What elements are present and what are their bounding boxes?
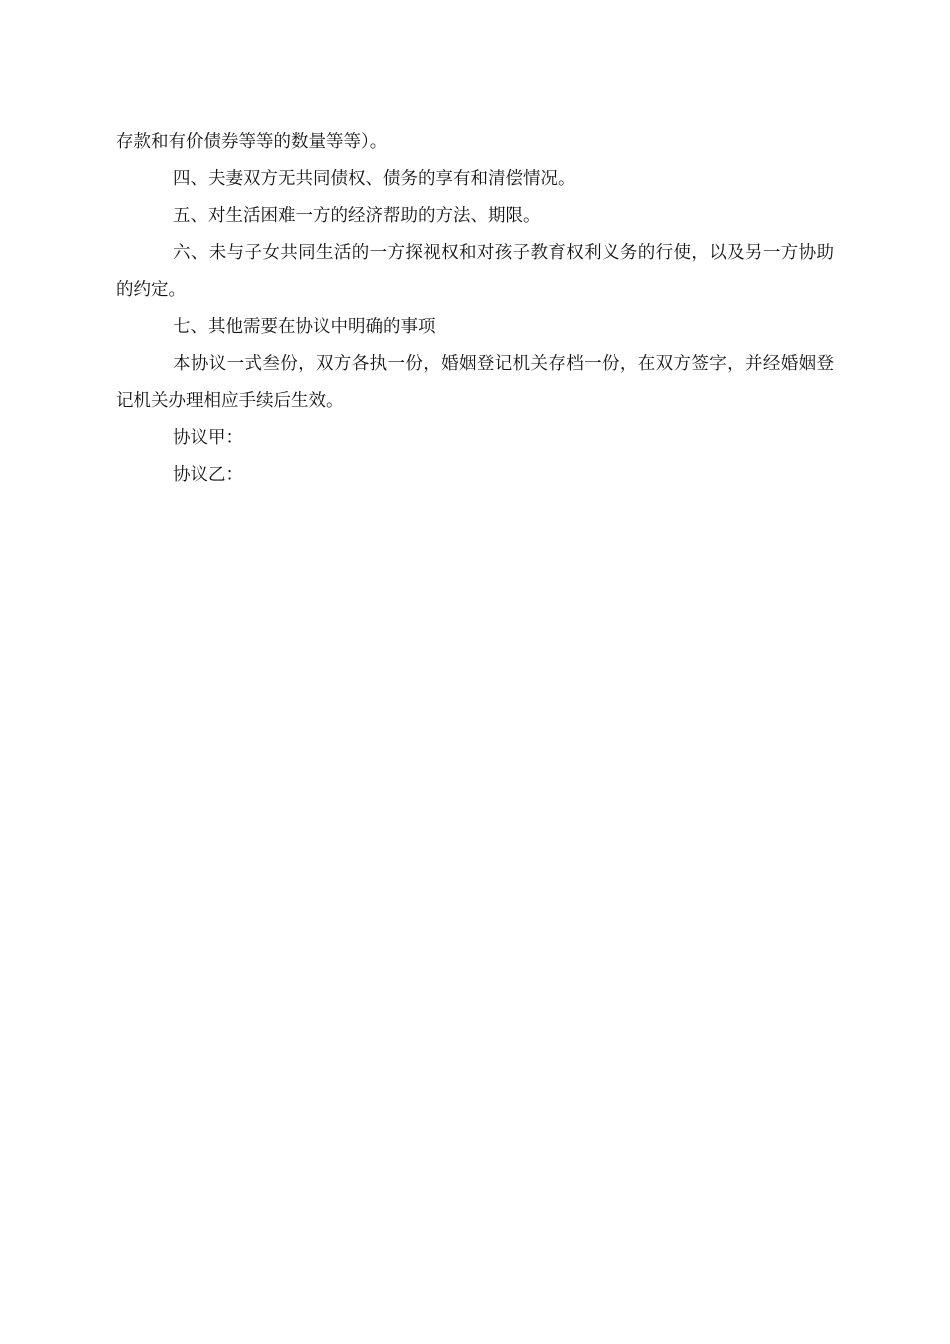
signature-party-a: 协议甲： <box>173 428 243 448</box>
paragraph-item-6: 六、未与子女共同生活的一方探视权和对孩子教育权利义务的行使，以及另一方协助的约定。 <box>116 243 834 300</box>
paragraph-item-5: 五、对生活困难一方的经济帮助的方法、期限。 <box>173 206 541 226</box>
paragraph-item-4: 四、夫妻双方无共同债权、债务的享有和清偿情况。 <box>173 169 576 189</box>
document-body <box>116 124 834 494</box>
signature-party-b: 协议乙： <box>173 465 243 485</box>
paragraph-continuation: 存款和有价债券等等的数量等等）。 <box>116 132 388 152</box>
paragraph-agreement-copies: 本协议一式叁份，双方各执一份，婚姻登记机关存档一份，在双方签字，并经婚姻登记机关办理相应手续后生效。 <box>116 354 834 411</box>
paragraph-item-7: 七、其他需要在协议中明确的事项 <box>173 317 436 337</box>
